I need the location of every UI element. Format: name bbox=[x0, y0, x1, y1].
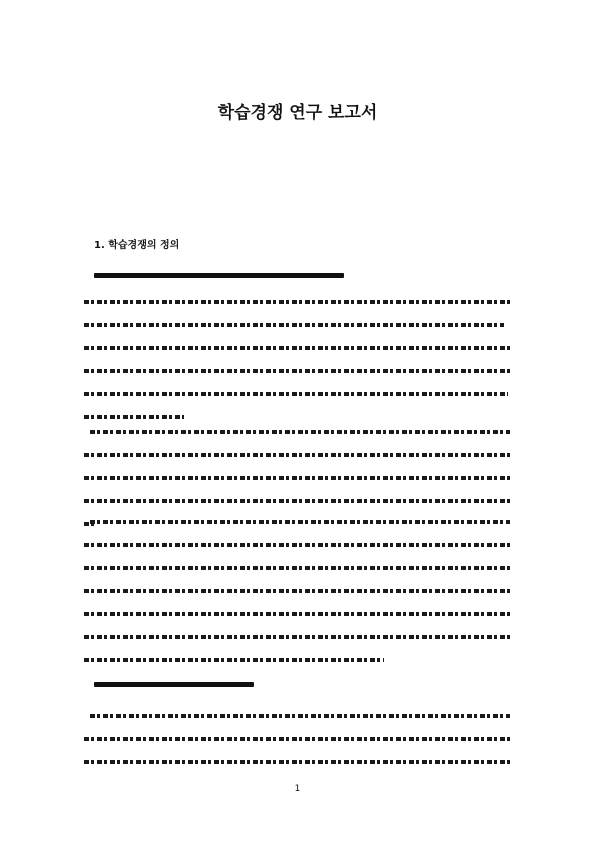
subheading-1 bbox=[94, 273, 344, 278]
section-heading: 1. 학습경쟁의 정의 bbox=[94, 240, 180, 251]
text-line bbox=[84, 566, 510, 570]
text-line bbox=[84, 635, 510, 639]
text-line bbox=[84, 543, 510, 547]
page-number: 1 bbox=[294, 784, 301, 794]
text-line bbox=[84, 415, 184, 419]
text-line bbox=[84, 300, 510, 304]
text-line bbox=[84, 453, 510, 457]
text-line bbox=[84, 392, 508, 396]
text-line bbox=[90, 430, 510, 434]
text-line bbox=[84, 737, 510, 741]
text-line bbox=[84, 476, 510, 480]
text-line bbox=[90, 520, 510, 524]
text-line bbox=[84, 612, 510, 616]
text-line bbox=[84, 369, 510, 373]
subheading-2 bbox=[94, 682, 254, 687]
text-line bbox=[84, 658, 384, 662]
document-title: 학습경쟁 연구 보고서 bbox=[217, 103, 378, 123]
text-line bbox=[84, 760, 510, 764]
text-line bbox=[90, 714, 510, 718]
text-line bbox=[84, 346, 510, 350]
text-line bbox=[84, 499, 510, 503]
text-line bbox=[84, 589, 510, 593]
text-line bbox=[84, 323, 504, 327]
